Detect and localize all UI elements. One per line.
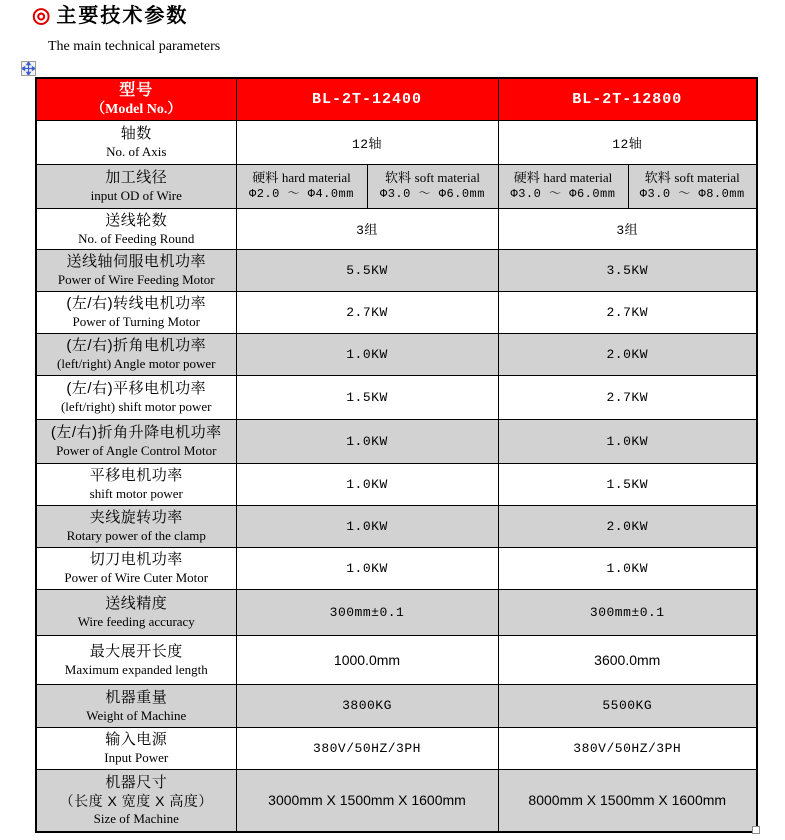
table-body [36,120,757,832]
table-row [36,589,757,635]
row-label-zh2: （长度 X 宽度 X 高度） [59,793,213,810]
row-label-cell[interactable] [36,333,236,375]
page-title: 主要技术参数 [56,5,189,27]
table-row [36,164,757,208]
value-cell[interactable]: 1.0KW [236,333,498,375]
row-label-zh: (左/右)转线电机功率 [66,295,207,312]
row-label-en: Power of Turning Motor [72,314,200,329]
value-cell[interactable]: 2.7KW [236,291,498,333]
value-cell[interactable]: 3600.0mm [498,635,757,684]
material-diameter-range: Φ2.0 ～ Φ4.0mm [249,187,354,201]
row-label-cell[interactable] [36,769,236,832]
row-label-zh: 平移电机功率 [89,467,183,484]
value-cell[interactable]: 2.7KW [498,291,757,333]
value-cell[interactable]: 12轴 [498,120,757,164]
material-label [630,169,756,186]
value-cell[interactable]: 1.0KW [236,463,498,505]
value-cell[interactable]: 3000mm X 1500mm X 1600mm [236,769,498,832]
value-cell[interactable]: 2.0KW [498,333,757,375]
row-label-cell[interactable] [36,505,236,547]
row-label-en: Power of Angle Control Motor [56,443,217,458]
table-row [36,769,757,832]
material-spec-cell[interactable] [628,164,757,208]
material-spec-cell[interactable] [236,164,367,208]
table-row [36,463,757,505]
value-cell[interactable]: 1.5KW [498,463,757,505]
table-row [36,505,757,547]
table-row [36,419,757,463]
value-cell[interactable]: 3组 [236,208,498,249]
value-cell[interactable]: 380V/50HZ/3PH [236,727,498,769]
section-title [32,3,188,29]
row-label-en: Input Power [104,750,169,765]
table-header-row [36,78,757,120]
value-cell[interactable]: 1.0KW [498,419,757,463]
material-label [238,169,366,186]
table-row [36,727,757,769]
material-label [500,169,627,186]
table-row [36,547,757,589]
row-label-en: Rotary power of the clamp [66,528,206,543]
material-label [369,169,497,186]
row-label-cell[interactable] [36,291,236,333]
value-cell[interactable]: 3800KG [236,684,498,727]
row-label-en: Weight of Machine [86,707,187,723]
row-label-cell[interactable] [36,463,236,505]
row-label-cell[interactable] [36,208,236,249]
material-spec-cell[interactable] [367,164,498,208]
value-cell[interactable]: 300mm±0.1 [236,589,498,635]
row-label-zh: (左/右)折角升降电机功率 [50,424,222,441]
row-label-zh: 加工线径 [105,169,168,186]
row-label-zh: 机器尺寸 [105,774,168,792]
row-label-en: Wire feeding accuracy [77,614,195,629]
value-cell[interactable]: 2.7KW [498,375,757,419]
table-row [36,249,757,291]
row-label-zh: (左/右)折角电机功率 [66,337,207,354]
table-row [36,333,757,375]
row-label-zh: 切刀电机功率 [89,551,183,568]
material-label-en: hard material [543,170,613,185]
table-row [36,684,757,727]
model-header-cell-2[interactable]: BL-2T-12800 [498,78,757,120]
move-arrows-icon [22,62,35,75]
row-label-zh: (左/右)平移电机功率 [66,380,207,397]
row-label-cell[interactable] [36,419,236,463]
row-label-en: (left/right) Angle motor power [57,356,216,371]
row-label-en: No. of Feeding Round [78,230,195,246]
value-cell[interactable]: 12轴 [236,120,498,164]
model-header-cell-1[interactable]: BL-2T-12400 [236,78,498,120]
row-label-en: shift motor power [89,486,183,501]
value-cell[interactable]: 2.0KW [498,505,757,547]
row-label-zh: 送线精度 [105,595,168,612]
row-label-zh: 输入电源 [105,731,168,748]
parameters-table [35,77,758,833]
row-label-en: (left/right) shift motor power [60,399,212,414]
value-cell[interactable]: 1.0KW [236,547,498,589]
row-label-cell[interactable] [36,684,236,727]
row-label-en: input OD of Wire [90,188,182,203]
row-label-zh: 机器重量 [105,688,168,706]
row-label-cell[interactable] [36,249,236,291]
row-label-zh: 最大展开长度 [89,642,183,660]
material-label-zh: 软料 [644,170,671,185]
row-label-en: Size of Machine [93,811,179,827]
material-label-zh: 硬料 [513,170,540,185]
material-diameter-range: Φ3.0 ～ Φ6.0mm [380,187,485,201]
row-label-cell[interactable] [36,120,236,164]
section-bullet-icon: ◎ [32,4,51,27]
row-label-en: No. of Axis [106,144,167,159]
table-row [36,375,757,419]
table-row [36,120,757,164]
value-cell[interactable]: 8000mm X 1500mm X 1600mm [498,769,757,832]
row-label-cell[interactable] [36,635,236,684]
material-label-en: hard material [281,170,351,185]
value-cell[interactable]: 1.5KW [236,375,498,419]
row-label-en: Power of Wire Feeding Motor [57,272,215,287]
material-diameter-range: Φ3.0 ～ Φ6.0mm [510,187,616,201]
table-resize-handle[interactable] [752,826,760,834]
value-cell[interactable]: 3组 [498,208,757,249]
row-label-zh: 轴数 [120,125,152,142]
value-cell[interactable]: 1.0KW [498,547,757,589]
value-cell[interactable]: 1.0KW [236,505,498,547]
model-no-header-cell[interactable] [36,78,236,120]
material-label-en: soft material [414,170,480,185]
value-cell[interactable]: 1.0KW [236,419,498,463]
table-row [36,291,757,333]
value-cell[interactable]: 1000.0mm [236,635,498,684]
value-cell[interactable]: 3.5KW [498,249,757,291]
material-label-zh: 硬料 [252,170,279,185]
row-label-zh: 夹线旋转功率 [89,509,183,526]
model-no-label-en: （Model No.） [91,101,182,117]
row-label-cell[interactable] [36,589,236,635]
row-label-en: Power of Wire Cuter Motor [64,570,209,585]
row-label-zh: 送线轴伺服电机功率 [66,253,206,270]
row-label-cell[interactable] [36,727,236,769]
row-label-zh: 送线轮数 [105,211,168,229]
value-cell[interactable]: 380V/50HZ/3PH [498,727,757,769]
material-diameter-range: Φ3.0 ～ Φ8.0mm [639,187,745,201]
row-label-en: Maximum expanded length [64,661,208,677]
table-row [36,208,757,249]
page-subtitle: The main technical parameters [48,39,221,54]
value-cell[interactable]: 5500KG [498,684,757,727]
row-label-cell[interactable] [36,375,236,419]
table-row [36,635,757,684]
material-label-en: soft material [674,170,740,185]
row-label-cell[interactable] [36,164,236,208]
material-spec-cell[interactable] [498,164,628,208]
value-cell[interactable]: 5.5KW [236,249,498,291]
material-label-zh: 软料 [385,170,412,185]
table-move-handle[interactable] [21,61,36,76]
row-label-cell[interactable] [36,547,236,589]
value-cell[interactable]: 300mm±0.1 [498,589,757,635]
model-no-label-zh: 型号 [119,81,154,99]
